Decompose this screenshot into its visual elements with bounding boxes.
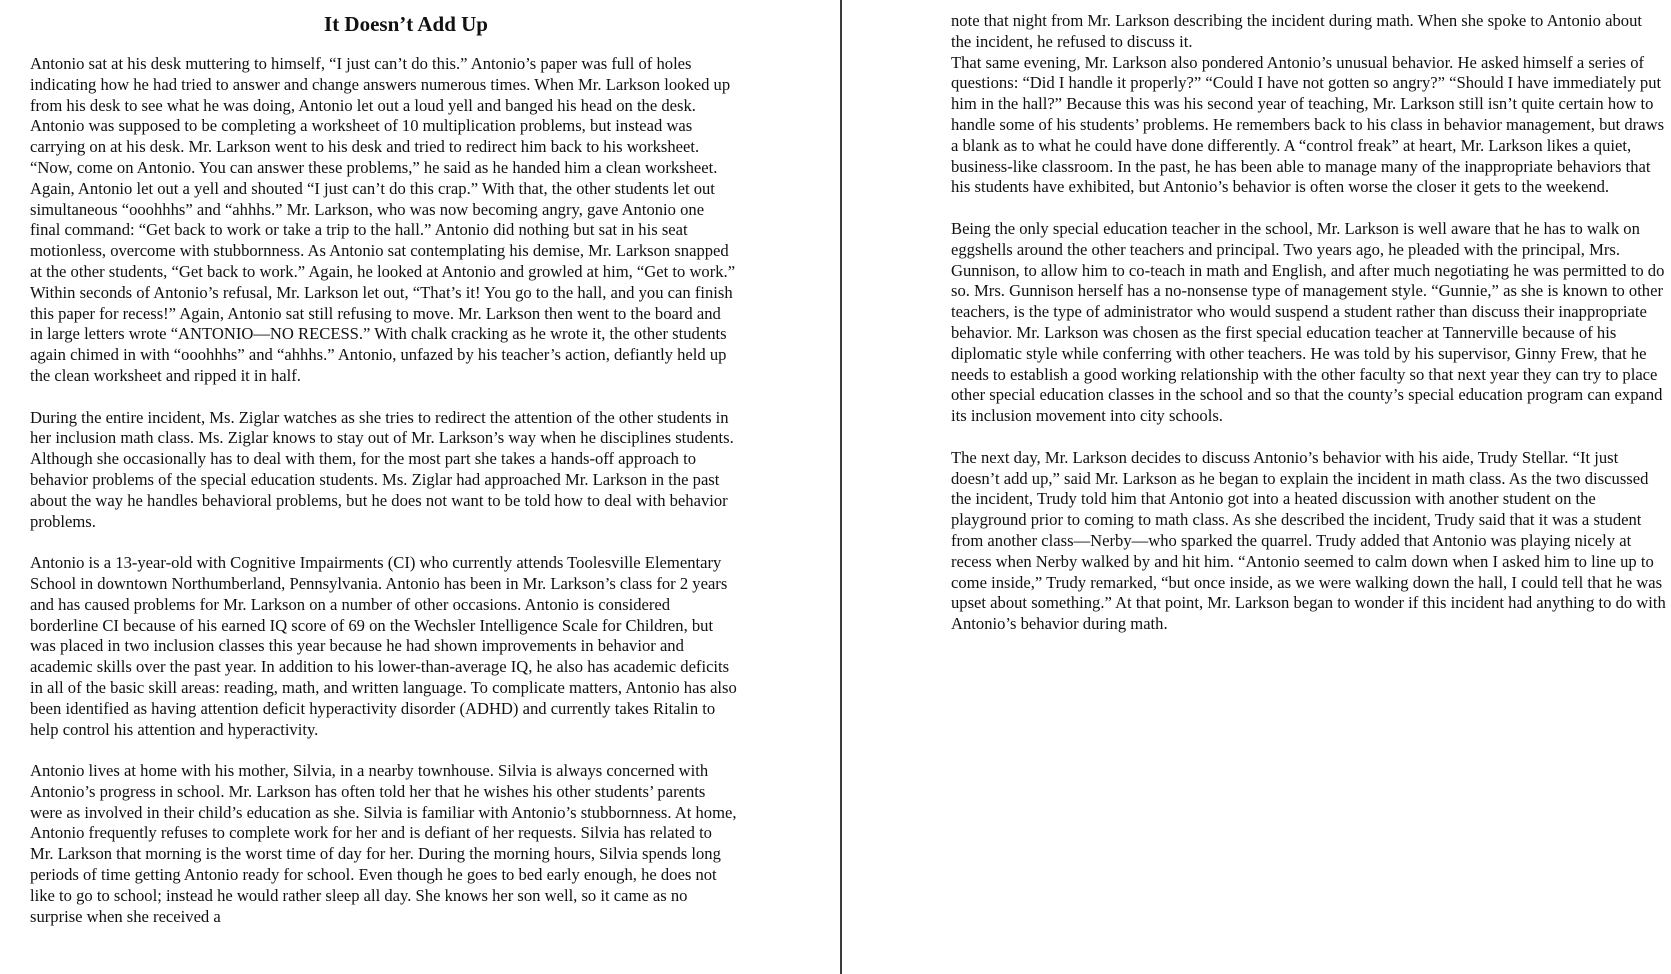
paragraph-note-continued: note that night from Mr. Larkson describing the incident during math. When she spoke to Antonio about the incident, he refused to discuss it. (951, 11, 1642, 51)
right-page (845, 0, 1671, 974)
paragraph-home-life: Antonio lives at home with his mother, Silvia, in a nearby townhouse. Silvia is always concerned with Antonio’s progress in school. Mr. Larkson has often told her that he wishes his other students’ parents were as involved in their child’s education as she. Silvia is familiar with Antonio’s stubbornness. At home, Antonio frequently refuses to complete work for her and is defiant of her requests. Silvia has related to Mr. Larkson that morning is the worst time of day for her. During the morning hours, Silvia spends long periods of time getting Antonio ready for school. Even though he goes to bed early enough, he does not like to go to school; instead he would rather sleep all day. She knows her son well, so it came as no surprise when she received a (30, 761, 737, 926)
page-divider (840, 0, 842, 974)
paragraph-larkson-reflection: That same evening, Mr. Larkson also pondered Antonio’s unusual behavior. He asked himself a series of questions: “Did I handle it properly?” “Could I have not gotten so angry?” “Should I have immediately put him in the hall?” Because this was his second year of teaching, Mr. Larkson still isn’t quite certain how to handle some of his students’ problems. He remembers back to his class in behavior management, but draws a blank as to what he could have done differently. A “control freak” at heart, Mr. Larkson likes a quiet, business-like classroom. In the past, he has been able to manage many of the inappropriate behaviors that his students have exhibited, but Antonio’s behavior is often worse the closer it gets to the weekend. (951, 52, 1665, 197)
left-page-content (30, 11, 737, 948)
paragraph-next-day: The next day, Mr. Larkson decides to discuss Antonio’s behavior with his aide, Trudy Stellar. “It just doesn’t add up,” said Mr. Larkson as he began to explain the incident in math class. As the two discussed the incident, Trudy told him that Antonio got into a heated discussion with another student on the playground prior to coming to math class. As she described the incident, Trudy said that it was a student from another class—Nerby—who sparked the quarrel. Trudy added that Antonio was playing nicely at recess when Nerby walked by and hit him. “Antonio seemed to calm down when I asked him to line up to come inside,” Trudy remarked, “but once inside, as we were walking down the hall, I could tell that he was upset about something.” At that point, Mr. Larkson began to wonder if this incident had anything to do with Antonio’s behavior during math. (951, 447, 1666, 634)
paragraph-ms-ziglar: During the entire incident, Ms. Ziglar watches as she tries to redirect the attention of the other students in her inclusion math class. Ms. Ziglar knows to stay out of Mr. Larkson’s way when he disciplines students. Although she occasionally has to deal with them, for the most part she takes a hands-off approach to behavior problems of the special education students. Ms. Ziglar had approached Mr. Larkson in the past about the way he handles behavioral problems, but he does not want to be told how to deal with behavior problems. (30, 407, 734, 531)
paragraph-incident: Antonio sat at his desk muttering to himself, “I just can’t do this.” Antonio’s paper was full of holes indicating how he had tried to answer and change answers numerous times. When Mr. Larkson looked up from his desk to see what he was doing, Antonio let out a loud yell and banged his head on the desk. Antonio was supposed to be completing a worksheet of 10 multiplication problems, but instead was carrying on at his desk. Mr. Larkson went to his desk and tried to redirect him back to his worksheet. “Now, come on Antonio. You can answer these problems,” he said as he handed him a clean worksheet. Again, Antonio let out a yell and shouted “I just can’t do this crap.” With that, the other students let out simultaneous “ooohhhs” and “ahhhs.” Mr. Larkson, who was now becoming angry, gave Antonio one final command: “Get back to work or take a trip to the hall.” Antonio did nothing but sat in his seat motionless, overcome with stubbornness. As Antonio sat contemplating his demise, Mr. Larkson snapped at the other students, “Get back to work.” Again, he looked at Antonio and growled at him, “Get to work.” Within seconds of Antonio’s refusal, Mr. Larkson let out, “That’s it! You go to the hall, and you can finish this paper for recess!” Again, Antonio sat still refusing to move. Mr. Larkson then went to the board and in large letters wrote “ANTONIO—NO RECESS.” With chalk cracking as he wrote it, the other students again chimed in with “ooohhhs” and “ahhhs.” Antonio, unfazed by his teacher’s action, defiantly held up the clean worksheet and ripped it in half. (30, 54, 736, 385)
right-page-content (951, 11, 1666, 656)
paragraph-antonio-background: Antonio is a 13-year-old with Cognitive Impairments (CI) who currently attends Toolesville Elementary School in downtown Northumberland, Pennsylvania. Antonio has been in Mr. Larkson’s class for 2 years and has caused problems for Mr. Larkson on a number of other occasions. Antonio is considered borderline CI because of his earned IQ score of 69 on the Wechsler Intelligence Scale for Children, but was placed in two inclusion classes this year because he had shown improvements in behavior and academic skills over the past year. In addition to his lower-than-average IQ, he also has academic deficits in all of the basic skill areas: reading, math, and written language. To complicate matters, Antonio has also been identified as having attention deficit hyperactivity disorder (ADHD) and currently takes Ritalin to help control his attention and hyperactivity. (30, 553, 737, 739)
document-title: It Doesn’t Add Up (324, 12, 488, 36)
paragraph-school-context: Being the only special education teacher in the school, Mr. Larkson is well aware that he has to walk on eggshells around the other teachers and principal. Two years ago, he pleaded with the principal, Mrs. Gunnison, to allow him to co-teach in math and English, and after much negotiating he was permitted to do so. Mrs. Gunnison herself has a no-nonsense type of management style. “Gunnie,” as she is known to other teachers, is the type of administrator who would suspend a student rather than discuss their inappropriate behavior. Mr. Larkson was chosen as the first special education teacher at Tannerville because of his diplomatic style while conferring with other teachers. He was told by his supervisor, Ginny Frew, that he needs to establish a good working relationship with the other faculty so that next year they can try to place other special education classes in the school and so that the county’s special education program can expand its inclusion movement into city schools. (951, 218, 1665, 426)
